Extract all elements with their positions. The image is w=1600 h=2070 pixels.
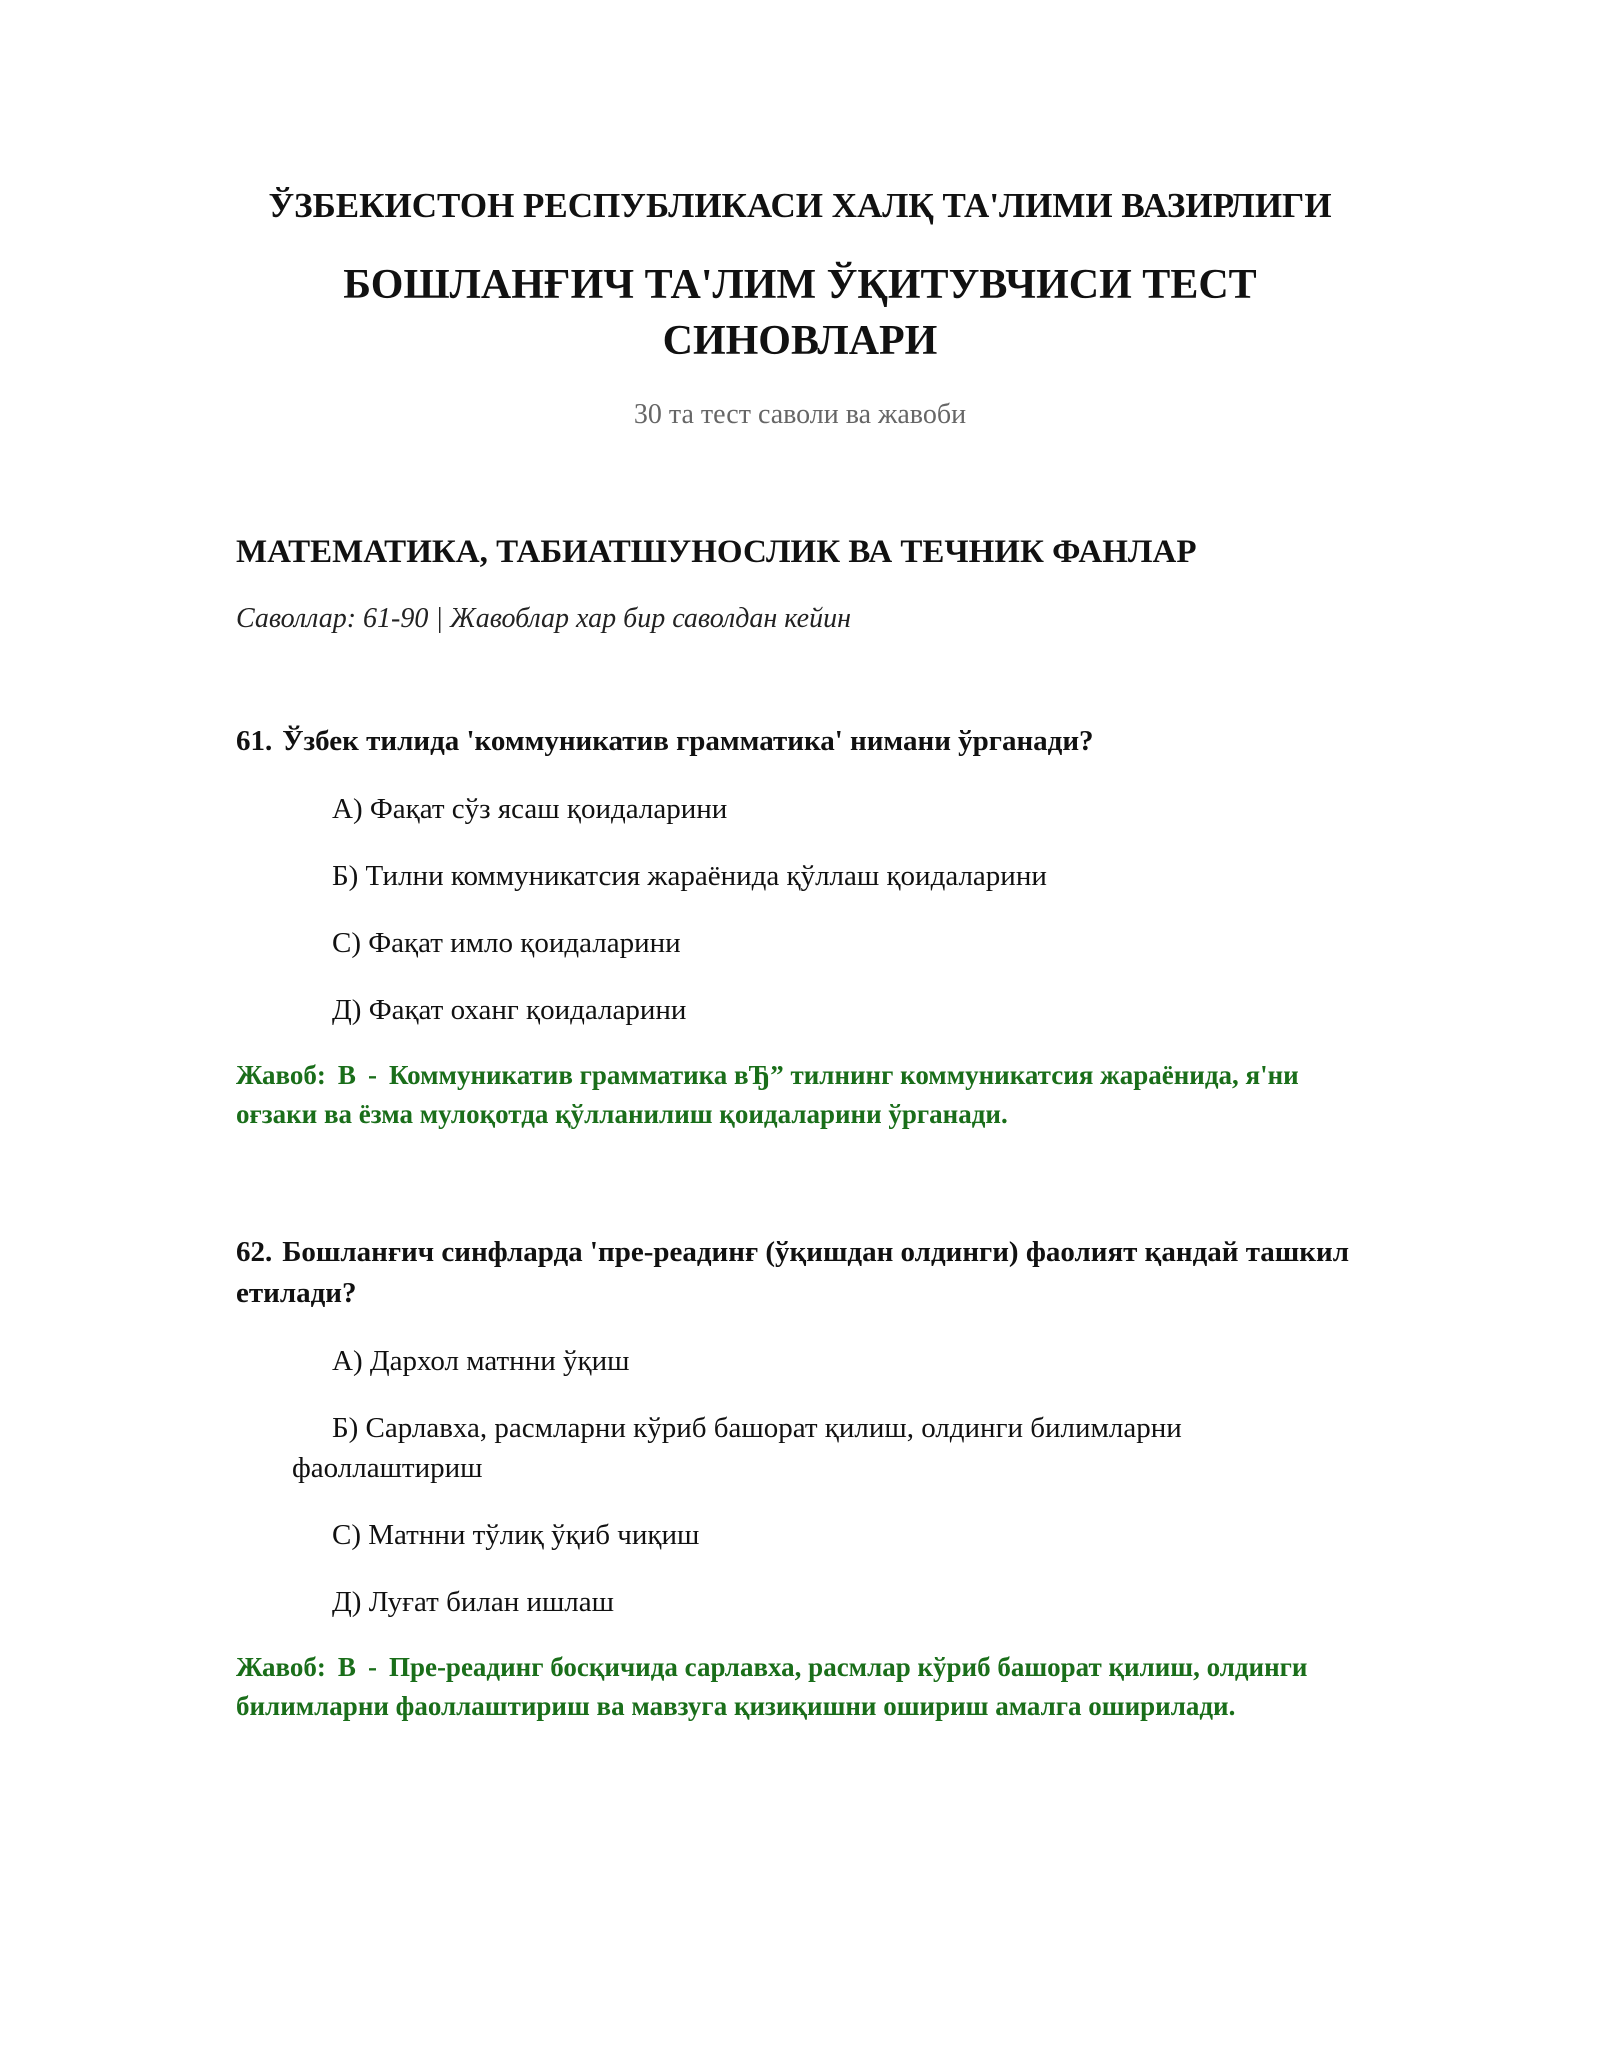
option-d: Д) Фақат оханг қоидаларини bbox=[332, 994, 687, 1026]
option-a: А) Дархол матнни ўқиш bbox=[332, 1345, 630, 1377]
document-title-line1: БОШЛАНҒИЧ ТА'ЛИМ ЎҚИТУВЧИСИ ТЕСТ bbox=[343, 262, 1257, 308]
option-a: А) Фақат сўз ясаш қоидаларини bbox=[332, 793, 728, 825]
question-number: 62. bbox=[236, 1236, 273, 1268]
question-62 bbox=[236, 1232, 1366, 1726]
document-title bbox=[0, 257, 1600, 369]
document-subtitle: 30 та тест саволи ва жавоби bbox=[633, 399, 967, 430]
answer-letter: B bbox=[337, 1652, 356, 1682]
option-c: С) Матнни тўлиқ ўқиб чиқиш bbox=[332, 1519, 700, 1551]
document-title-line2: СИНОВЛАРИ bbox=[662, 318, 938, 364]
question-body: Бошланғич синфларда 'пре-реадинғ (ўқишдан олдинги) фаолият қандай ташкил етилади? bbox=[236, 1236, 1349, 1309]
option-d: Д) Луғат билан ишлаш bbox=[332, 1586, 614, 1618]
question-text bbox=[236, 721, 1366, 762]
answer bbox=[236, 1056, 1366, 1134]
option-b: Б) Тилни коммуникатсия жараёнида қўллаш қоидаларини bbox=[332, 860, 1047, 892]
answer-label: Жавоб: bbox=[236, 1652, 326, 1682]
answer-letter: B bbox=[337, 1060, 356, 1090]
ministry-heading: ЎЗБЕКИСТОН РЕСПУБЛИКАСИ ХАЛҚ ТА'ЛИМИ ВАЗИРЛИГИ bbox=[268, 186, 1332, 225]
question-61 bbox=[236, 721, 1366, 1134]
answer bbox=[236, 1648, 1366, 1726]
answer-dash: - bbox=[367, 1652, 377, 1682]
question-text bbox=[236, 1232, 1366, 1314]
answer-explanation: Коммуникатив грамматика вЂ” тилнинг коммуникатсия жараёнида, я'ни оғзаки ва ёзма мулоқотда қўлланилиш қоидаларини ўрганади. bbox=[236, 1060, 1299, 1129]
question-number: 61. bbox=[236, 725, 273, 757]
option-b: Б) Сарлавха, расмларни кўриб башорат қилиш, олдинги билимларни фаоллаштириш bbox=[292, 1412, 1182, 1484]
answer-dash: - bbox=[367, 1060, 377, 1090]
section-heading: МАТЕМАТИКА, ТАБИАТШУНОСЛИК ВА ТЕЧНИК ФАНЛАР bbox=[236, 534, 1197, 570]
answer-explanation: Пре-реадинг босқичида сарлавха, расмлар кўриб башорат қилиш, олдинги билимларни фаоллаштириш ва мавзуга қизиқишни ошириш амалга оширилади. bbox=[236, 1652, 1308, 1721]
answer-label: Жавоб: bbox=[236, 1060, 326, 1090]
question-body: Ўзбек тилида 'коммуникатив грамматика' нимани ўрганади? bbox=[282, 725, 1094, 757]
option-c: С) Фақат имло қоидаларини bbox=[332, 927, 681, 959]
section-note: Саволлар: 61-90 | Жавоблар хар бир саволдан кейин bbox=[236, 603, 851, 634]
